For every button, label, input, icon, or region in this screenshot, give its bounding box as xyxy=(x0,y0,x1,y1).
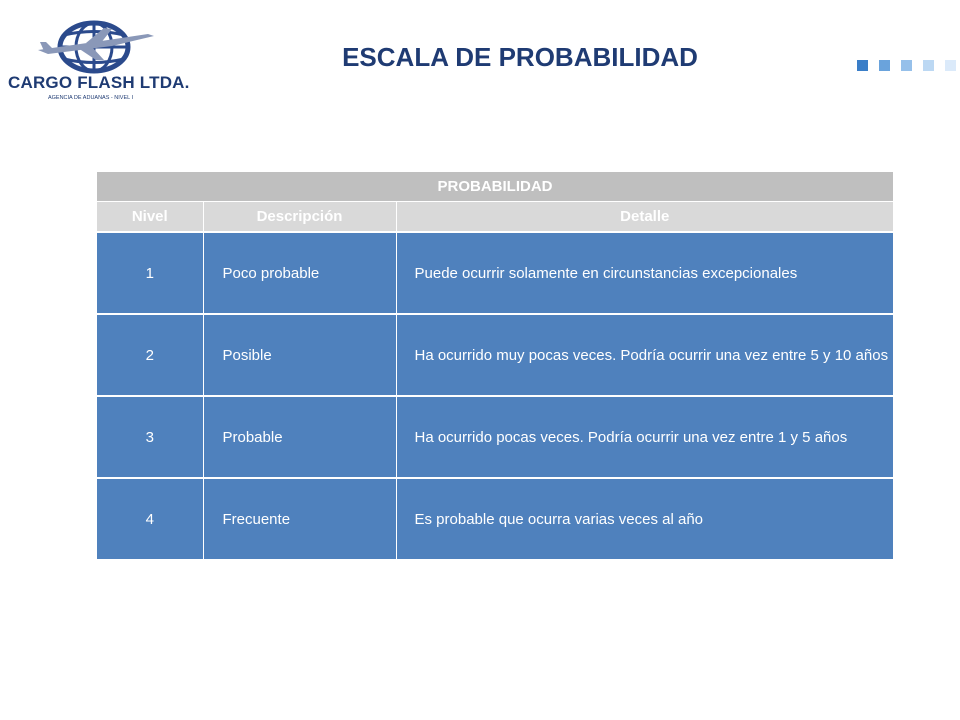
table-row xyxy=(97,478,893,559)
page-title: ESCALA DE PROBABILIDAD xyxy=(342,42,698,72)
table-caption-row xyxy=(97,172,893,202)
logo-tagline: AGENCIA DE ADUANAS - NIVEL I xyxy=(47,95,134,101)
cell-nivel: 3 xyxy=(97,396,203,478)
logo-company-name: CARGO FLASH LTDA. xyxy=(8,73,190,92)
cell-descripcion: Poco probable xyxy=(203,232,396,314)
probability-table xyxy=(97,172,893,559)
table-row xyxy=(97,314,893,396)
decor-square xyxy=(945,60,956,71)
cell-detalle: Puede ocurrir solamente en circunstancias excepcionales xyxy=(396,232,893,314)
table-row xyxy=(97,396,893,478)
company-logo xyxy=(8,20,190,104)
globe-plane-icon xyxy=(8,20,173,80)
header-detalle: Detalle xyxy=(396,202,893,233)
cell-descripcion: Frecuente xyxy=(203,478,396,559)
cell-nivel: 1 xyxy=(97,232,203,314)
decor-square xyxy=(879,60,890,71)
decor-square xyxy=(923,60,934,71)
cell-descripcion: Probable xyxy=(203,396,396,478)
header-descripcion: Descripción xyxy=(203,202,396,233)
cell-descripcion: Posible xyxy=(203,314,396,396)
cell-detalle: Ha ocurrido pocas veces. Podría ocurrir una vez entre 1 y 5 años xyxy=(396,396,893,478)
cell-nivel: 4 xyxy=(97,478,203,559)
cell-nivel: 2 xyxy=(97,314,203,396)
table-caption: PROBABILIDAD xyxy=(97,172,893,202)
header-nivel: Nivel xyxy=(97,202,203,233)
decor-square xyxy=(901,60,912,71)
cell-detalle: Es probable que ocurra varias veces al año xyxy=(396,478,893,559)
decor-square xyxy=(857,60,868,71)
cell-detalle: Ha ocurrido muy pocas veces. Podría ocurrir una vez entre 5 y 10 años xyxy=(396,314,893,396)
table-header-row xyxy=(97,202,893,233)
table-row xyxy=(97,232,893,314)
